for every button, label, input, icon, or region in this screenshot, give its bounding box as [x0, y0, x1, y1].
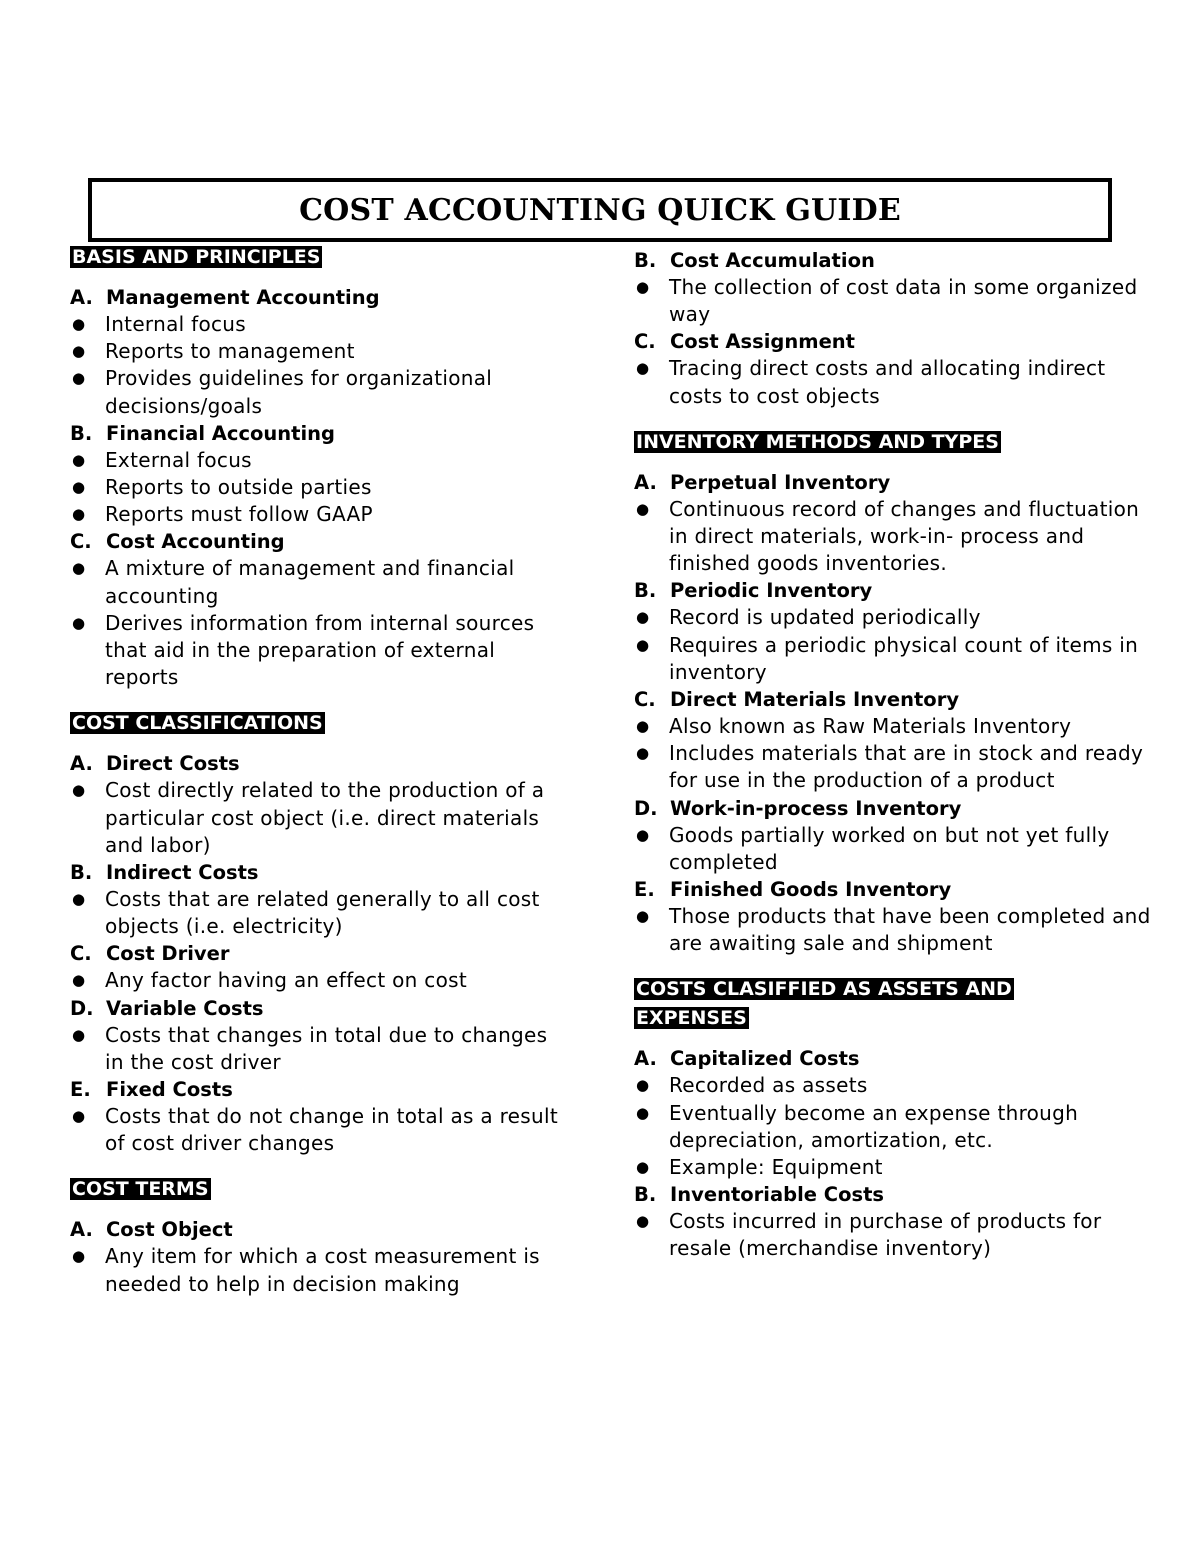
- list-item: ● A mixture of management and financial accounting: [72, 556, 515, 608]
- title-box: [88, 178, 1112, 242]
- list-item: ● Costs that are related generally to all cost objects (i.e. electricity): [72, 887, 540, 939]
- bullet-list: [634, 822, 1154, 876]
- bullet-icon: ●: [72, 781, 86, 800]
- item-fixed-costs: [70, 1076, 570, 1103]
- item-capitalized-costs: [634, 1045, 1154, 1072]
- bullet-icon: ●: [636, 1158, 650, 1177]
- bullet-icon: ●: [72, 369, 86, 388]
- list-item: ● Includes materials that are in stock and ready for use in the production of a product: [636, 741, 1144, 793]
- item-perpetual-inventory: [634, 469, 1154, 496]
- item-letter: A.: [634, 470, 657, 494]
- bullet-icon: ●: [72, 890, 86, 909]
- section-heading-terms: COST TERMS: [72, 1178, 209, 1201]
- item-indirect-costs: [70, 859, 570, 886]
- bullet-icon: ●: [636, 359, 650, 378]
- bullet-list: [634, 604, 1154, 686]
- bullet-icon: ●: [636, 1212, 650, 1231]
- list-item: ● Eventually become an expense through depreciation, amortization, etc.: [636, 1100, 1079, 1152]
- item-letter: B.: [634, 579, 657, 603]
- bullet-icon: ●: [72, 315, 86, 333]
- right-column: [634, 247, 1154, 1263]
- list-item: ● Continuous record of changes and fluctuation in direct materials, work-in- process and finished goods inventories.: [636, 496, 1140, 576]
- bullet-icon: ●: [72, 1025, 86, 1044]
- list-item: ● Derives information from internal sources that aid in the preparation of external reports: [72, 610, 535, 690]
- item-letter: A.: [634, 1047, 657, 1071]
- item-cost-object: [70, 1216, 570, 1243]
- item-inventoriable-costs: [634, 1181, 1154, 1208]
- list-item: ● Reports to management: [105, 338, 570, 365]
- item-periodic-inventory: [634, 577, 1154, 604]
- list-item: ● Reports to outside parties: [105, 474, 570, 501]
- item-title: Cost Object: [106, 1218, 233, 1242]
- bullet-list: [634, 903, 1154, 957]
- item-title: Fixed Costs: [106, 1078, 233, 1102]
- item-letter: C.: [634, 688, 656, 712]
- list-item: ● Cost directly related to the production of a particular cost object (i.e. direct materials and labor): [72, 778, 545, 857]
- bullet-list: [70, 886, 570, 940]
- bullet-list: [70, 777, 570, 859]
- bullet-icon: ●: [636, 608, 650, 627]
- item-title: Variable Costs: [106, 996, 264, 1020]
- bullet-list: [634, 355, 1154, 409]
- item-title: Cost Driver: [106, 942, 230, 966]
- item-cost-accumulation: [634, 247, 1154, 274]
- list-item: ● Goods partially worked on but not yet fully completed: [636, 822, 1110, 874]
- list-item: ● Example: Equipment: [669, 1154, 1154, 1181]
- list-item: ● Costs that changes in total due to changes in the cost driver: [72, 1022, 548, 1074]
- bullet-icon: ●: [636, 1076, 650, 1095]
- bullet-list: [634, 1208, 1154, 1262]
- item-cost-driver: [70, 940, 570, 967]
- list-item: ● Internal focus: [105, 311, 570, 338]
- bullet-icon: ●: [636, 1103, 650, 1122]
- item-work-in-process-inventory: [634, 795, 1154, 822]
- bullet-icon: ●: [72, 478, 86, 497]
- list-item: ● Provides guidelines for organizational decisions/goals: [72, 366, 493, 418]
- list-item: ● The collection of cost data in some organized way: [636, 275, 1138, 327]
- bullet-list: [70, 555, 570, 691]
- item-title: Finished Goods Inventory: [670, 878, 952, 902]
- section-heading-basis: BASIS AND PRINCIPLES: [72, 246, 321, 268]
- bullet-icon: ●: [636, 635, 650, 654]
- item-letter: E.: [70, 1078, 91, 1102]
- item-title: Inventoriable Costs: [670, 1183, 885, 1207]
- list-item: ● Those products that have been completed and are awaiting sale and shipment: [636, 904, 1151, 956]
- item-financial-accounting: [70, 420, 570, 447]
- item-finished-goods-inventory: [634, 876, 1154, 903]
- bullet-list: [70, 447, 570, 529]
- item-letter: B.: [70, 421, 93, 445]
- bullet-icon: ●: [72, 342, 86, 361]
- item-variable-costs: [70, 995, 570, 1022]
- list-item: ● Record is updated periodically: [669, 604, 1154, 631]
- bullet-list: [634, 274, 1154, 328]
- list-item: ● Tracing direct costs and allocating indirect costs to cost objects: [636, 356, 1106, 408]
- item-letter: C.: [70, 942, 92, 966]
- item-letter: B.: [634, 249, 657, 272]
- item-title: Cost Accounting: [106, 530, 285, 554]
- bullet-list: [70, 311, 570, 420]
- bullet-list: [70, 1243, 570, 1297]
- section-heading-inventory: INVENTORY METHODS AND TYPES: [636, 430, 999, 453]
- item-letter: A.: [70, 286, 93, 309]
- item-letter: C.: [634, 330, 656, 354]
- list-item: ● Any factor having an effect on cost: [105, 967, 570, 994]
- item-direct-costs: [70, 750, 570, 777]
- bullet-icon: ●: [636, 744, 650, 763]
- list-item: ● Also known as Raw Materials Inventory: [669, 713, 1154, 740]
- bullet-list: [634, 1072, 1154, 1181]
- item-title: Financial Accounting: [106, 421, 336, 445]
- item-letter: D.: [70, 996, 94, 1020]
- list-item: ● Any item for which a cost measurement is needed to help in decision making: [72, 1244, 540, 1296]
- item-direct-materials-inventory: [634, 686, 1154, 713]
- bullet-list: [70, 967, 570, 994]
- item-title: Work-in-process Inventory: [670, 796, 962, 820]
- item-title: Capitalized Costs: [670, 1047, 860, 1071]
- item-title: Cost Accumulation: [670, 249, 875, 272]
- bullet-icon: ●: [72, 450, 86, 469]
- item-letter: A.: [70, 1218, 93, 1242]
- bullet-icon: ●: [72, 1247, 86, 1266]
- list-item: ● Recorded as assets: [669, 1072, 1154, 1099]
- item-letter: C.: [70, 530, 92, 554]
- section-heading-classifications: COST CLASSIFICATIONS: [72, 712, 323, 735]
- item-management-accounting: [70, 284, 570, 311]
- list-item: ● External focus: [105, 447, 570, 474]
- item-title: Perpetual Inventory: [670, 470, 891, 494]
- item-title: Cost Assignment: [670, 330, 856, 354]
- section-heading-assets: COSTS CLASIFFIED AS ASSETS AND EXPENSES: [636, 978, 1012, 1030]
- bullet-icon: ●: [636, 499, 650, 518]
- item-letter: B.: [634, 1183, 657, 1207]
- bullet-list: [634, 713, 1154, 795]
- page-title: COST ACCOUNTING QUICK GUIDE: [299, 192, 901, 228]
- item-letter: A.: [70, 752, 93, 776]
- bullet-icon: ●: [636, 825, 650, 844]
- list-item: ● Costs that do not change in total as a result of cost driver changes: [72, 1104, 558, 1156]
- item-cost-assignment: [634, 328, 1154, 355]
- bullet-icon: ●: [636, 907, 650, 926]
- bullet-list: [70, 1103, 570, 1157]
- list-item: ● Reports must follow GAAP: [105, 501, 570, 528]
- bullet-icon: ●: [72, 1107, 86, 1126]
- bullet-icon: ●: [636, 278, 650, 296]
- bullet-icon: ●: [72, 971, 86, 990]
- item-title: Direct Costs: [106, 752, 240, 776]
- item-cost-accounting: [70, 528, 570, 555]
- item-title: Indirect Costs: [106, 861, 259, 885]
- bullet-list: [634, 496, 1154, 578]
- bullet-list: [70, 1022, 570, 1076]
- item-title: Periodic Inventory: [670, 579, 873, 603]
- bullet-icon: ●: [72, 505, 86, 524]
- bullet-icon: ●: [72, 613, 86, 632]
- item-letter: B.: [70, 861, 93, 885]
- bullet-icon: ●: [636, 717, 650, 736]
- item-letter: D.: [634, 796, 658, 820]
- left-column: [70, 243, 570, 1298]
- item-title: Direct Materials Inventory: [670, 688, 960, 712]
- item-letter: E.: [634, 878, 655, 902]
- list-item: ● Costs incurred in purchase of products for resale (merchandise inventory): [636, 1209, 1102, 1261]
- item-title: Management Accounting: [106, 286, 380, 309]
- list-item: ● Requires a periodic physical count of items in inventory: [636, 632, 1139, 684]
- bullet-icon: ●: [72, 559, 86, 578]
